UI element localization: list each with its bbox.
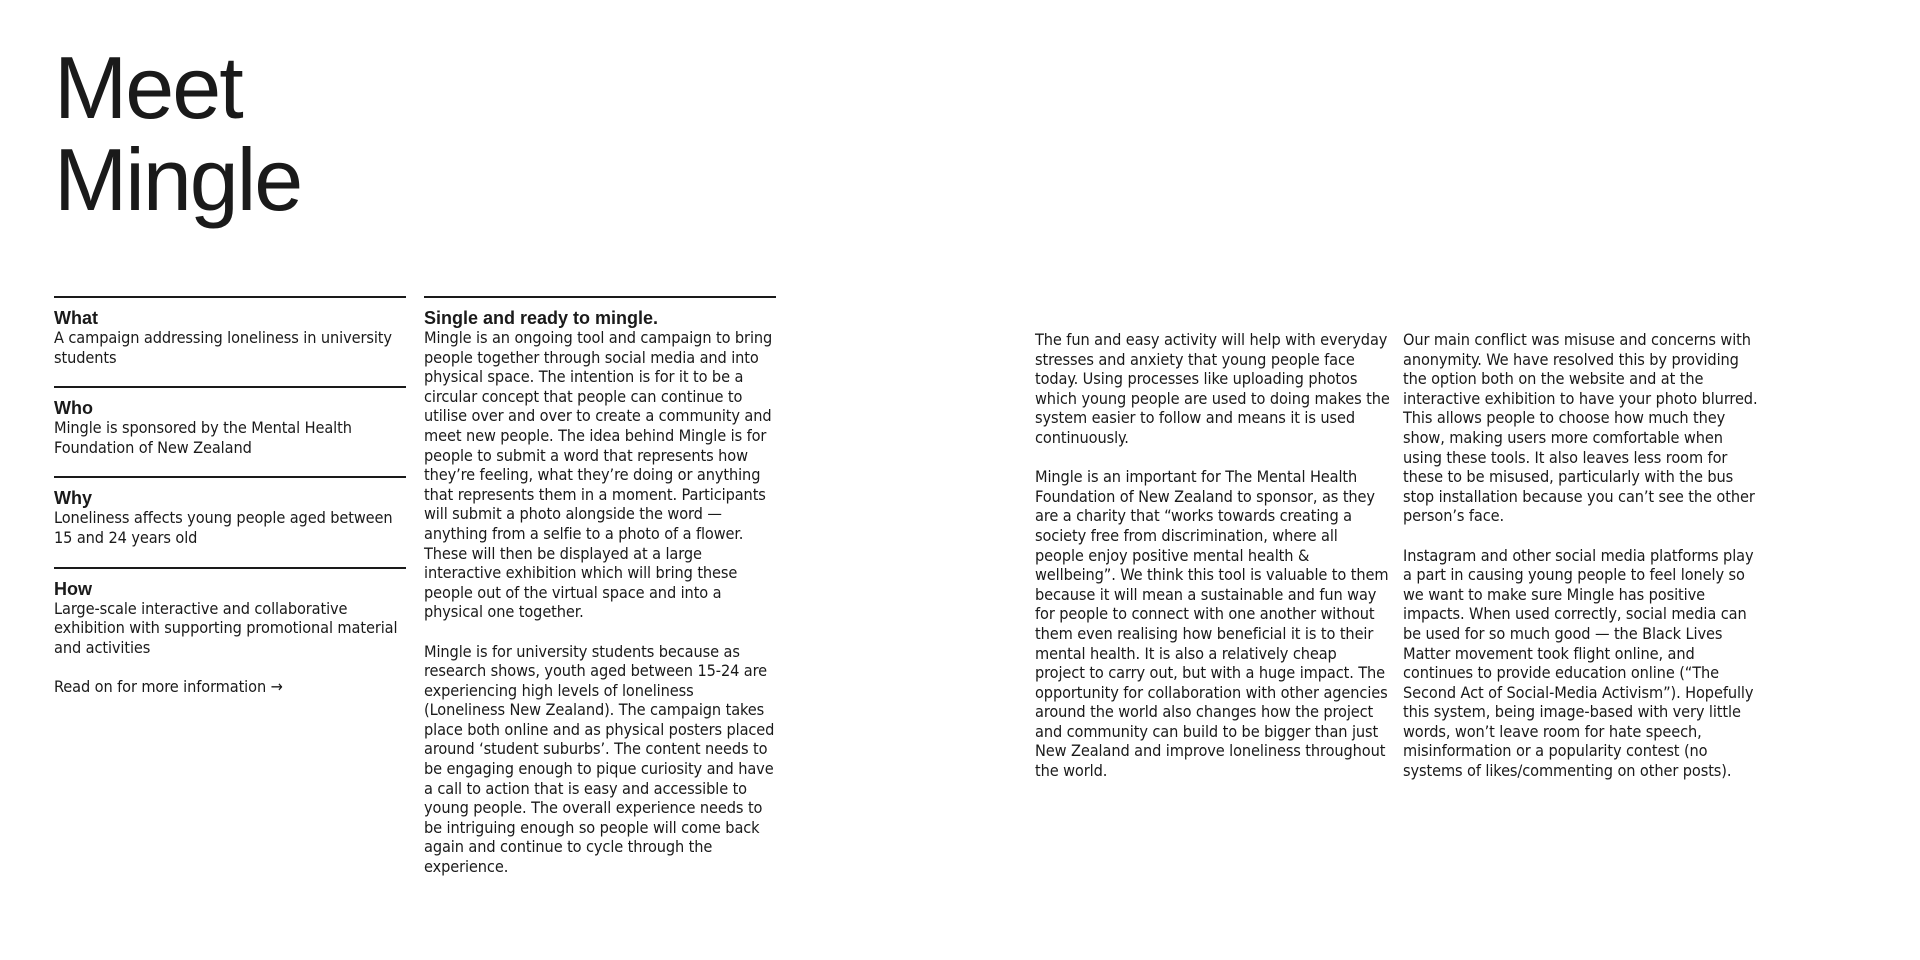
title-line-1: Meet (54, 38, 242, 137)
body-paragraph: The fun and easy activity will help with everyday stresses and anxiety that young people face today. Using processes like uploading photos which young people are used to doing makes the system easier to follow and means it is used continuously. (1035, 330, 1390, 447)
page-title (54, 38, 302, 229)
info-column (54, 296, 406, 716)
info-label: How (54, 578, 92, 599)
info-label: What (54, 308, 98, 328)
body-column-4 (1403, 330, 1763, 781)
body-paragraph: Mingle is an ongoing tool and campaign to bring people together through social media and into physical space. The intention is for it to be a circular concept that people can continue to utilise over and over to create a community and meet new people. The idea behind Mingle is for people to submit a word that represents how they’re feeling, what they’re doing or anything that represents them in a moment. Participants will submit a photo alongside the word — anything from a selfie to a photo of a flower. These will then be displayed at a large interactive exhibition which will bring these people out of the virtual space and into a physical one together. (424, 328, 773, 622)
info-block-who (54, 386, 406, 457)
body-paragraph: Mingle is for university students because as research shows, youth aged between 15-24 are experiencing high levels of loneliness (Loneliness New Zealand). The campaign takes place both online and as physical posters placed around ‘student suburbs’. The content needs to be engaging enough to pique curiosity and have a call to action that is easy and accessible to young people. The overall experience needs to be intriguing enough so people will come back again and continue to cycle through the experience. (424, 641, 775, 877)
info-block-what (54, 296, 406, 367)
info-text: Mingle is sponsored by the Mental Health Foundation of New Zealand (54, 418, 352, 457)
body-paragraph: Mingle is an important for The Mental Health Foundation of New Zealand to sponsor, as they are a charity that “works towards creating a society free from discrimination, where all people enjoy positive mental health & wellbeing”. We think this tool is valuable to them because it will mean a sustainable and fun way for people to connect with one another without them even realising how beneficial it is to their mental health. It is also a relatively cheap project to carry out, but with a huge impact. The opportunity for collaboration with other agencies around the world also changes how the project and community can build to be bigger than just New Zealand and improve loneliness throughout the world. (1035, 467, 1389, 781)
body-column-3 (1035, 330, 1391, 781)
info-text: A campaign addressing loneliness in university students (54, 328, 392, 367)
info-text: Loneliness affects young people aged between 15 and 24 years old (54, 508, 393, 547)
body-paragraph: Instagram and other social media platforms play a part in causing young people to feel lonely so we want to make sure Mingle has positive impacts. When used correctly, social media can be used for so much good — the Black Lives Matter movement took flight online, and continues to provide education online (“The Second Act of Social-Media Activism”). Hopefully this system, being image-based with very little words, won’t leave room for hate speech, misinformation or a popularity contest (no systems of likes/commenting on other posts). (1403, 545, 1754, 781)
intro-column (424, 296, 776, 877)
body-paragraph: Our main conflict was misuse and concerns with anonymity. We have resolved this by providing the option both on the website and at the interactive exhibition to have your photo blurred. This allows people to choose how much they show, making users more comfortable when using these tools. It also leaves less room for these to be misused, particularly with the bus stop installation because you can’t see the other person’s face. (1403, 330, 1758, 526)
info-label: Who (54, 398, 93, 419)
info-text: Large-scale interactive and collaborative exhibition with supporting promotional material and activities (54, 598, 398, 657)
info-block-why (54, 476, 406, 547)
intro-block (424, 296, 776, 877)
info-label: Why (54, 488, 92, 509)
title-line-2: Mingle (54, 130, 302, 229)
read-on-link[interactable]: Read on for more information → (54, 676, 283, 696)
intro-heading: Single and ready to mingle. (424, 308, 659, 328)
info-block-how (54, 567, 406, 697)
